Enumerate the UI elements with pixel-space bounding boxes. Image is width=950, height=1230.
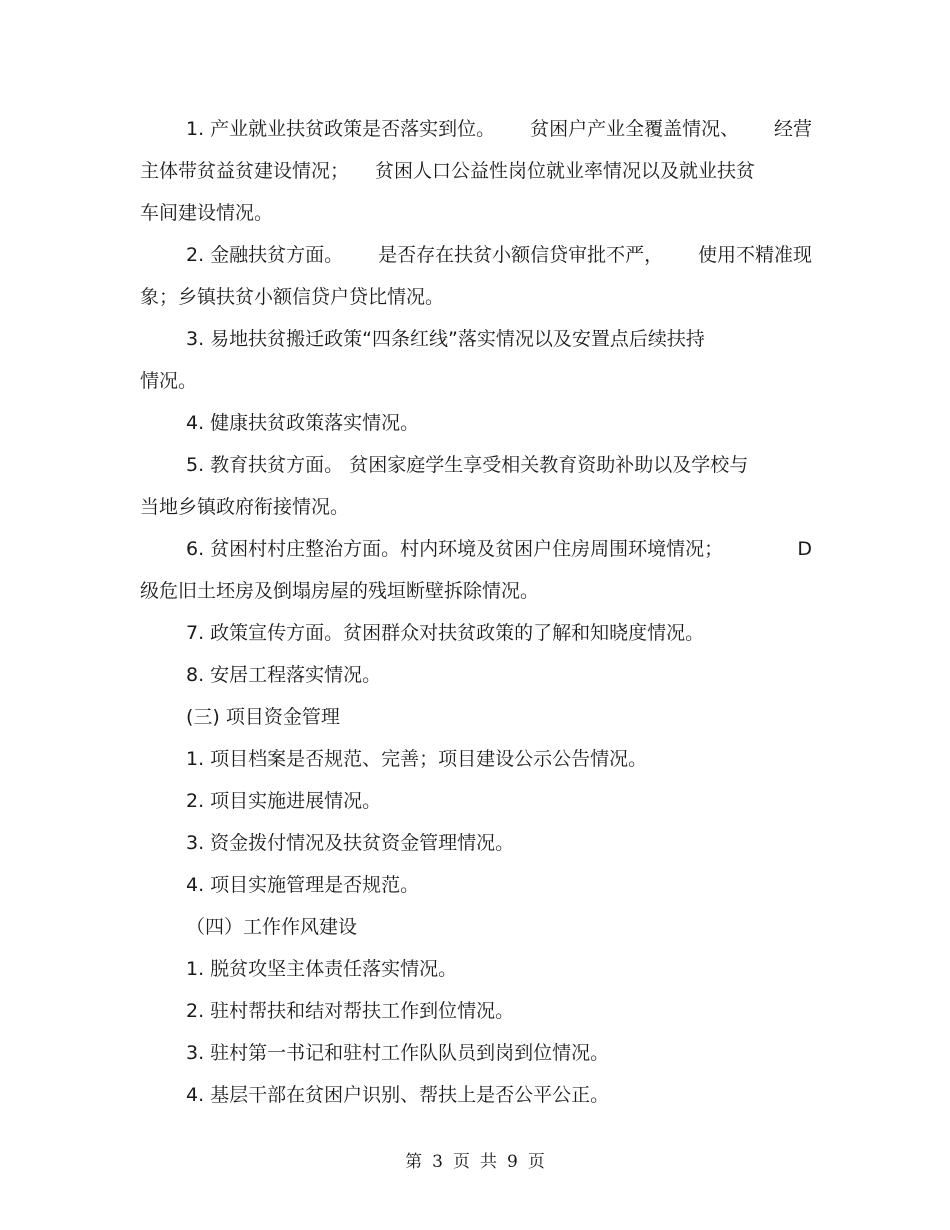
- document-body: [140, 108, 812, 1116]
- paragraph-1-line-2: [140, 150, 812, 192]
- text-segment: 贫困人口公益性岗位就业率情况以及就业扶贫: [375, 160, 756, 182]
- paragraph-6-line-2: 级危旧土坯房及倒塌房屋的残垣断壁拆除情况。: [140, 580, 540, 602]
- section-3-item-2: 2. 项目实施进展情况。: [186, 790, 382, 812]
- section-3-item-4: 4. 项目实施管理是否规范。: [186, 874, 420, 896]
- current-page-number: 3: [432, 1152, 443, 1172]
- section-3-heading: (三) 项目资金管理: [186, 706, 340, 728]
- paragraph-2-line-2: 象；乡镇扶贫小额信贷户贷比情况。: [140, 286, 445, 308]
- text-segment: 贫困户产业全覆盖情况、: [530, 118, 740, 140]
- text-segment: 使用不精准现: [697, 244, 812, 266]
- text-segment: 是否存在扶贫小额信贷审批不严，: [378, 244, 664, 266]
- paragraph-6-line-1: [140, 528, 812, 570]
- footer-page-word: 页: [453, 1152, 470, 1172]
- section-4-item-4: 4. 基层干部在贫困户识别、帮扶上是否公平公正。: [186, 1084, 610, 1106]
- total-page-number: 9: [507, 1152, 518, 1172]
- section-4-item-3: 3. 驻村第一书记和驻村工作队队员到岗到位情况。: [186, 1042, 610, 1064]
- footer-total-word: 共: [480, 1152, 497, 1172]
- text-segment: 2. 金融扶贫方面。: [186, 244, 344, 266]
- section-4-item-1: 1. 脱贫攻坚主体责任落实情况。: [186, 958, 458, 980]
- section-4-heading: （四）工作作风建设: [186, 916, 358, 938]
- paragraph-1-line-3: 车间建设情况。: [140, 202, 274, 224]
- paragraph-5-line-1: 5. 教育扶贫方面。 贫困家庭学生享受相关教育资助补助以及学校与: [186, 454, 749, 476]
- text-segment: 主体带贫益贫建设情况；: [140, 160, 350, 182]
- paragraph-7-line-1: 7. 政策宣传方面。贫困群众对扶贫政策的了解和知晓度情况。: [186, 622, 705, 644]
- paragraph-8-line-1: 8. 安居工程落实情况。: [186, 664, 382, 686]
- text-segment: D: [797, 538, 812, 560]
- footer-prefix: 第: [405, 1152, 423, 1172]
- page-number-footer: [0, 1150, 950, 1174]
- paragraph-5-line-2: 当地乡镇政府衔接情况。: [140, 496, 350, 518]
- section-4-item-2: 2. 驻村帮扶和结对帮扶工作到位情况。: [186, 1000, 515, 1022]
- text-segment: 6. 贫困村村庄整治方面。村内环境及贫困户住房周围环境情况；: [186, 538, 724, 560]
- footer-page-word: 页: [527, 1152, 545, 1172]
- paragraph-4-line-1: 4. 健康扶贫政策落实情况。: [186, 412, 420, 434]
- text-segment: 经营: [773, 118, 812, 140]
- paragraph-2-line-1: [140, 234, 812, 276]
- section-3-item-3: 3. 资金拨付情况及扶贫资金管理情况。: [186, 832, 515, 854]
- section-3-item-1: 1. 项目档案是否规范、完善；项目建设公示公告情况。: [186, 748, 648, 770]
- paragraph-3-line-2: 情况。: [140, 370, 198, 392]
- paragraph-1-line-1: [140, 108, 812, 150]
- text-segment: 1. 产业就业扶贫政策是否落实到位。: [186, 118, 496, 140]
- paragraph-3-line-1: 3. 易地扶贫搬迁政策“四条红线”落实情况以及安置点后续扶持: [186, 328, 705, 350]
